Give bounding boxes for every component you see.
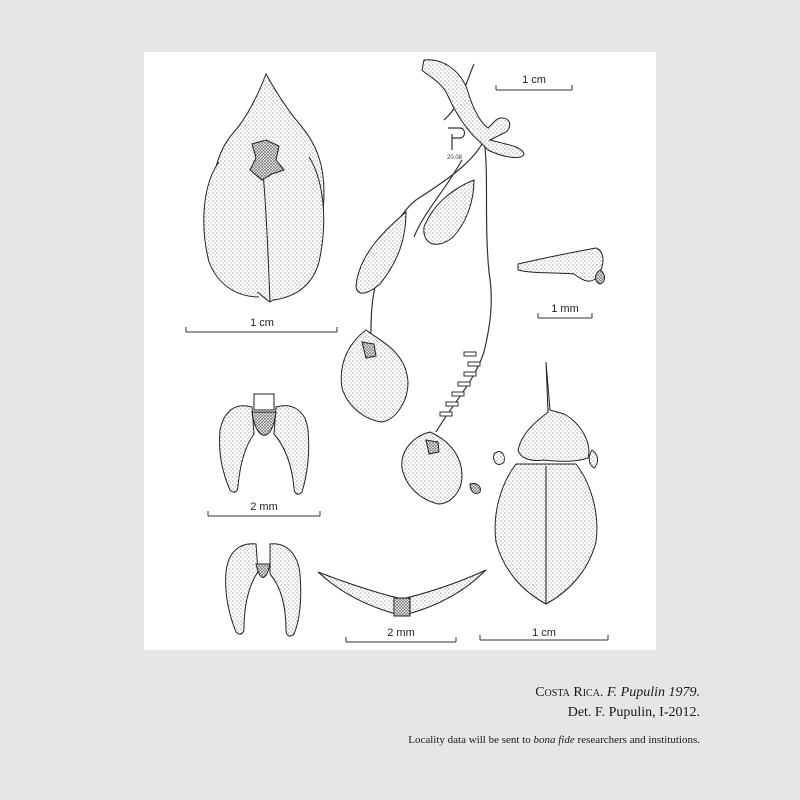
caption-collector: F. Pupulin 1979. xyxy=(606,685,700,700)
illustration-plate xyxy=(144,52,656,650)
botanical-drawing xyxy=(144,52,656,650)
caption-note-italic: bona fide xyxy=(533,734,575,746)
lip-front-view xyxy=(219,394,308,494)
caption-note-suffix: researchers and institutions. xyxy=(577,734,700,746)
column-view xyxy=(226,544,301,636)
petal-detail xyxy=(518,248,605,284)
scale-label-column: 2 mm xyxy=(387,627,415,639)
artist-monogram xyxy=(448,128,465,150)
flower-front-view xyxy=(204,74,324,302)
monogram-date: 20.08 xyxy=(447,155,463,161)
scale-label-petal: 1 mm xyxy=(551,303,579,315)
dorsal-sepal-dissected xyxy=(470,362,598,604)
scale-label-sepal: 1 cm xyxy=(532,627,556,639)
scale-label-lip: 2 mm xyxy=(250,501,278,513)
caption-determination: Det. F. Pupulin, I-2012. xyxy=(567,705,700,720)
caption-note xyxy=(408,734,700,746)
caption-country: Costa Rica. xyxy=(535,685,604,700)
lateral-sepals-spread xyxy=(318,570,486,616)
caption-collection xyxy=(535,685,700,701)
flower-small xyxy=(341,330,462,504)
caption-note-prefix: Locality data will be sent to xyxy=(408,734,531,746)
scale-label-top-right: 1 cm xyxy=(522,74,546,86)
scale-label-flower: 1 cm xyxy=(250,317,274,329)
leaf xyxy=(356,180,474,293)
raceme-buds xyxy=(440,352,480,416)
